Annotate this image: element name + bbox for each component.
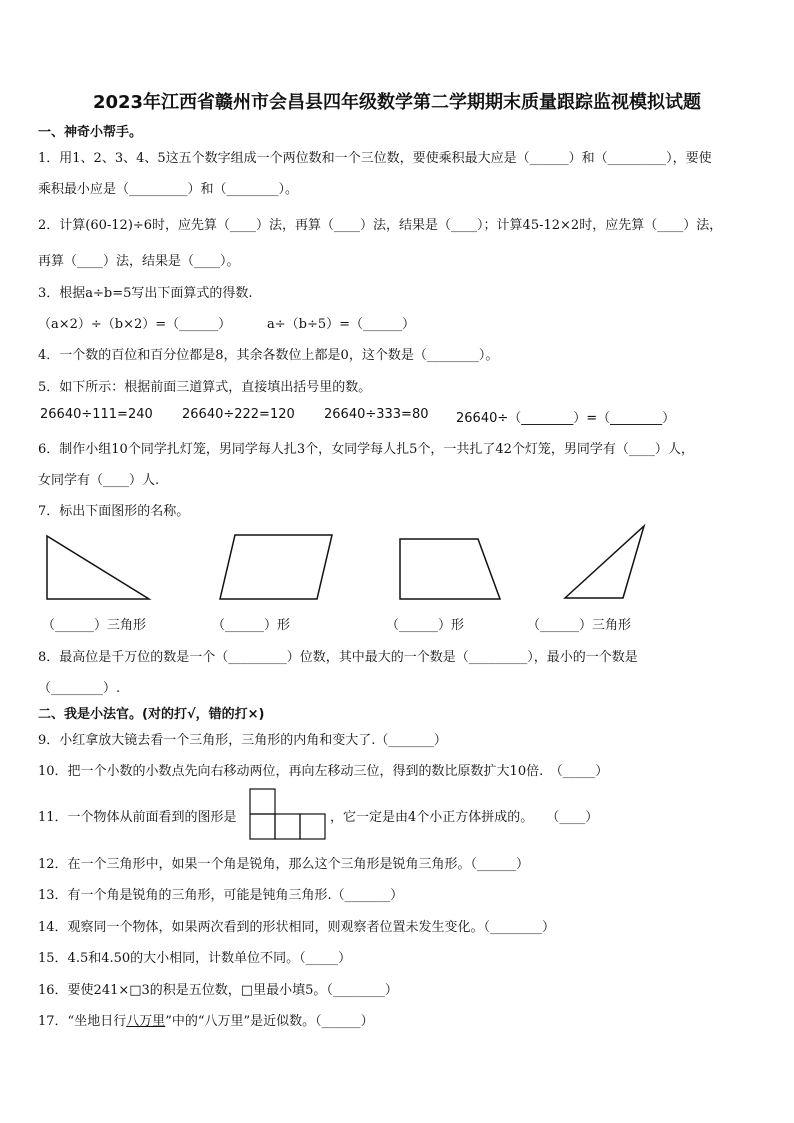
question-15: 15．4.5和4.50的大小相同，计数单位不同。（_____） bbox=[38, 951, 352, 966]
question-17-part-2: ”中的“八万里”是近似数。（______） bbox=[165, 1014, 374, 1029]
question-14: 14．观察同一个物体，如果两次看到的形状相同，则观察者位置未发生变化。（________） bbox=[38, 920, 556, 935]
question-1-line-1: 1．用1、2、3、4、5这五个数字组成一个两位数和一个三位数，要使乘积最大应是（______）和（_________），要使 bbox=[38, 151, 712, 166]
shape-caption-1: （______）三角形 bbox=[42, 618, 147, 633]
shape-caption-4: （______）三角形 bbox=[527, 618, 632, 633]
question-8-line-2: （________）. bbox=[38, 681, 121, 696]
obtuse-triangle-shape bbox=[565, 526, 644, 598]
trapezoid-shape bbox=[400, 539, 500, 599]
question-7: 7．标出下面图形的名称。 bbox=[38, 504, 190, 519]
cube-front-view-figure bbox=[250, 789, 325, 839]
question-11-part-1: 11．一个物体从前面看到的图形是 bbox=[38, 810, 237, 825]
question-17 bbox=[38, 1010, 374, 1029]
shape-caption-2: （______）形 bbox=[212, 618, 291, 633]
page-title: 2023年江西省赣州市会昌县四年级数学第二学期期末质量跟踪监视模拟试题 bbox=[92, 92, 702, 113]
question-10: 10．把一个小数的小数点先向右移动两位，再向左移动三位，得到的数比原数扩大10倍. （_____） bbox=[38, 764, 609, 779]
question-5-equation-1: 26640÷111=240 bbox=[40, 407, 153, 422]
question-5: 5．如下所示：根据前面三道算式，直接填出括号里的数。 bbox=[38, 380, 372, 395]
question-17-part-1: 17．“坐地日行 bbox=[38, 1014, 127, 1029]
question-17-underlined: 八万里 bbox=[126, 1014, 166, 1029]
question-4: 4．一个数的百位和百分位都是8，其余各数位上都是0，这个数是（________）。 bbox=[38, 348, 499, 363]
question-1-line-2: 乘积最小应是（_________）和（________）。 bbox=[38, 182, 299, 197]
question-16: 16．要使241×□3的积是五位数，□里最小填5。（________） bbox=[38, 983, 398, 998]
question-2-line-1: 2．计算(60-12)÷6时，应先算（____）法，再算（____）法，结果是（____）；计算45-12×2时，应先算（____）法， bbox=[38, 218, 723, 233]
parallelogram-shape bbox=[220, 535, 332, 599]
question-11-part-2: ，它一定是由4个小正方体拼成的。 （____） bbox=[330, 810, 599, 825]
question-13: 13．有一个角是锐角的三角形，可能是钝角三角形.（_______） bbox=[38, 888, 404, 903]
question-12: 12．在一个三角形中，如果一个角是锐角，那么这个三角形是锐角三角形。（______） bbox=[38, 857, 530, 872]
question-5-equation-3: 26640÷333=80 bbox=[324, 407, 429, 422]
question-6-line-1: 6．制作小组10个同学扎灯笼，男同学每人扎3个，女同学每人扎5个，一共扎了42个灯笼，男同学有（____）人， bbox=[38, 442, 694, 457]
question-5-equation-2: 26640÷222=120 bbox=[182, 407, 295, 422]
right-triangle-shape bbox=[47, 536, 149, 599]
section-heading-2: 二、我是小法官。(对的打√，错的打×) bbox=[38, 707, 265, 722]
question-2-line-2: 再算（____）法，结果是（____）。 bbox=[38, 254, 240, 269]
section-heading-1: 一、神奇小帮手。 bbox=[38, 125, 143, 140]
question-8-line-1: 8．最高位是千万位的数是一个（_________）位数，其中最大的一个数是（_________），最小的一个数是 bbox=[38, 650, 638, 665]
shape-caption-3: （______）形 bbox=[386, 618, 465, 633]
question-9: 9．小红拿放大镜去看一个三角形，三角形的内角和变大了.（_______） bbox=[38, 733, 447, 748]
question-3-expr-a: （a×2）÷（b×2）=（______） bbox=[38, 317, 232, 332]
question-6-line-2: 女同学有（____）人. bbox=[38, 473, 160, 488]
question-3: 3．根据a÷b=5写出下面算式的得数. bbox=[38, 286, 253, 301]
question-3-expr-b: a÷（b÷5）=（______） bbox=[267, 317, 416, 332]
question-5-equation-4: 26640÷（________）=（________） bbox=[456, 411, 676, 426]
